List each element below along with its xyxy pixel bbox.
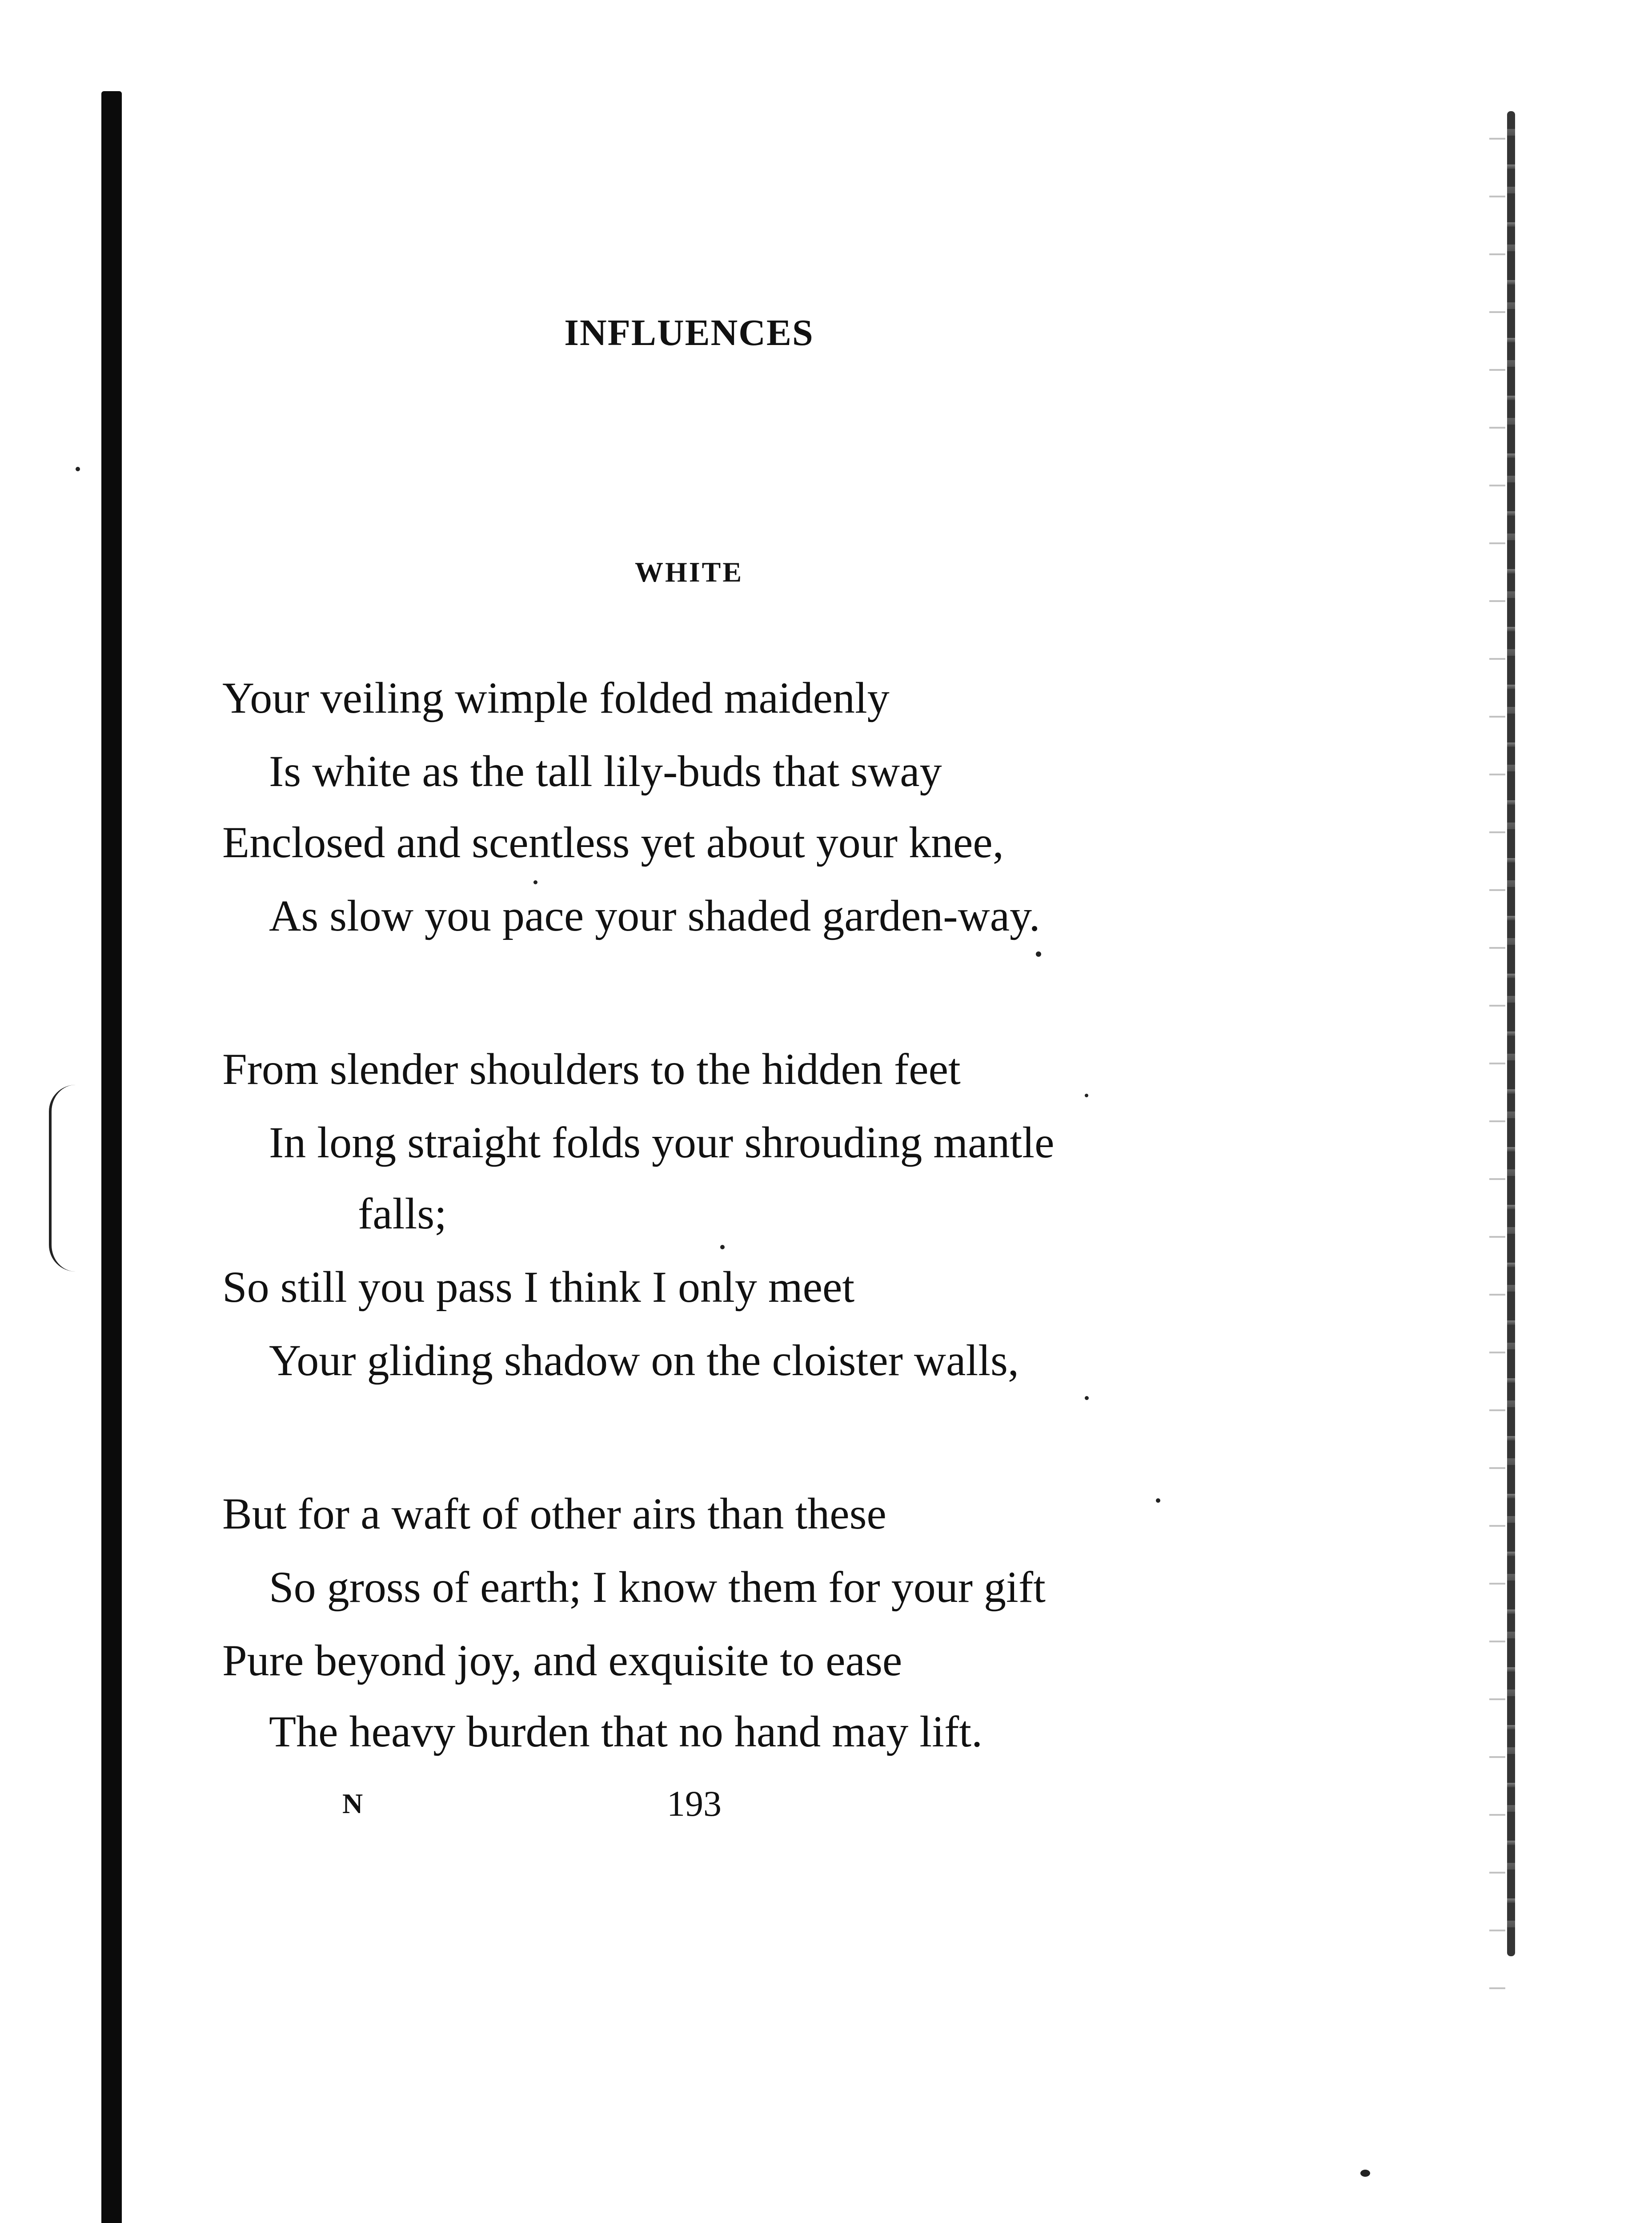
scan-speck (1085, 1396, 1089, 1400)
poem-line: The heavy burden that no hand may lift. (269, 1707, 983, 1756)
scan-speck (76, 467, 80, 471)
poem-line: So gross of earth; I know them for your gift (269, 1562, 1046, 1612)
scan-right-edge (1507, 111, 1515, 1956)
page-number: 193 (667, 1783, 722, 1824)
poem-line: falls; (358, 1189, 447, 1238)
poem-line: So still you pass I think I only meet (222, 1262, 855, 1312)
margin-bracket-mark (49, 1085, 87, 1272)
scan-speck (1085, 1094, 1088, 1097)
poem-line: Enclosed and scentless yet about your knee, (222, 818, 1004, 867)
poem-line: But for a waft of other airs than these (222, 1489, 886, 1538)
poem-title: WHITE (634, 556, 744, 588)
scan-speck (1156, 1498, 1160, 1503)
poem-line: Your veiling wimple folded maidenly (222, 673, 890, 722)
signature-mark: N (342, 1788, 363, 1819)
poem-line: Is white as the tall lily-buds that sway (269, 746, 942, 796)
poem-line: As slow you pace your shaded garden-way. (269, 891, 1040, 940)
poem-line: In long straight folds your shrouding mantle (269, 1118, 1055, 1167)
scan-speck (1360, 2170, 1370, 2177)
scan-page-edge-texture (1489, 111, 1505, 2023)
page-title: INFLUENCES (564, 312, 814, 353)
scan-speck (1036, 951, 1041, 957)
poem-line: Pure beyond joy, and exquisite to ease (222, 1636, 902, 1685)
poem-line: Your gliding shadow on the cloister walls, (269, 1336, 1019, 1385)
scan-speck (533, 880, 537, 884)
poem-line: From slender shoulders to the hidden feet (222, 1044, 961, 1094)
scan-binding-shadow (101, 91, 122, 2223)
scan-speck (720, 1245, 725, 1249)
